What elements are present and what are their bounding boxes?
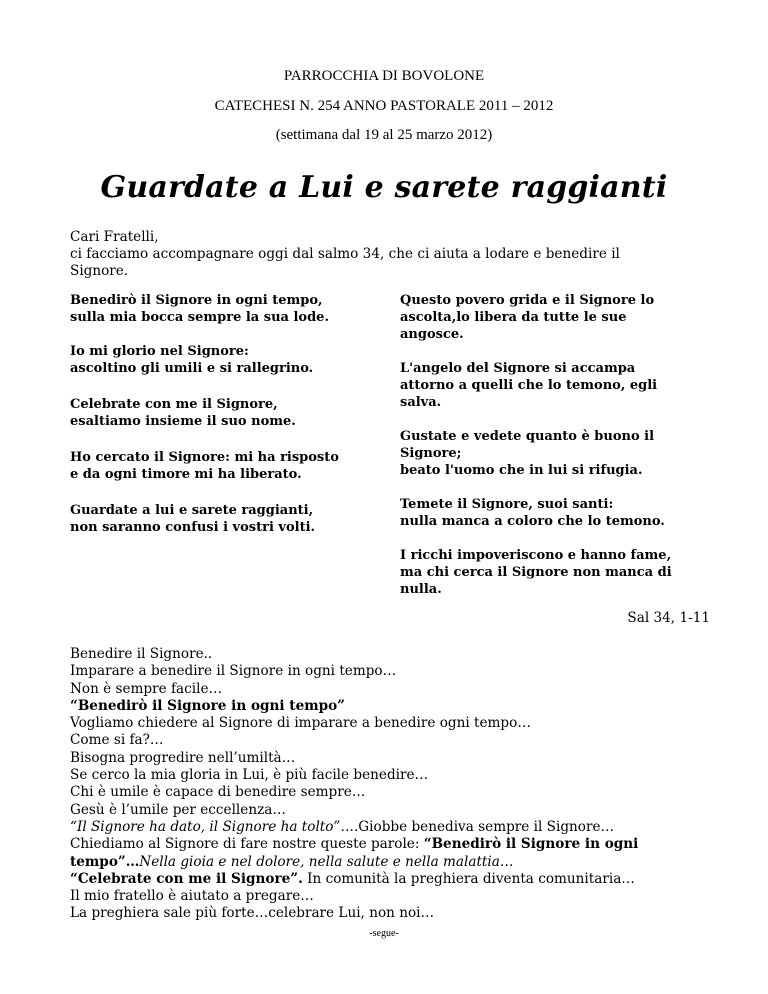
page-title: Guardate a Lui e sarete raggianti: [100, 170, 668, 205]
meditation-text: [70, 646, 720, 923]
quote-bold: “Benedirò il Signore in ogni: [423, 836, 639, 853]
psalm-line: I ricchi impoveriscono e hanno fame,: [400, 548, 672, 563]
psalm-line: Guardate a lui e sarete raggianti,: [70, 503, 314, 518]
psalm-stanza: [400, 547, 710, 598]
psalm-stanza: [70, 343, 370, 377]
text-line: Non è sempre facile…: [70, 680, 223, 697]
psalm-stanza: [70, 292, 370, 326]
psalm-line: ascoltino gli umili e si rallegrino.: [70, 361, 314, 376]
psalm-line: sulla mia bocca sempre la sua lode.: [70, 310, 329, 325]
psalm-line: Celebrate con me il Signore,: [70, 397, 278, 412]
text-italic: Nella gioia e nel dolore, nella salute e nella malattia…: [139, 853, 514, 870]
psalm-line: non saranno confusi i vostri volti.: [70, 520, 316, 535]
psalm-line: Gustate e vedete quanto è buono il: [400, 429, 655, 444]
psalm-line: L'angelo del Signore si accampa: [400, 361, 636, 376]
text-line: Come si fa?…: [70, 732, 164, 749]
psalm-line: Signore;: [400, 446, 462, 461]
psalm-stanza: [400, 496, 710, 530]
psalm-stanza: [400, 428, 710, 479]
intro-line: Signore.: [70, 263, 129, 279]
parish-header: PARROCCHIA DI BOVOLONE: [283, 68, 485, 84]
psalm-line: nulla.: [400, 582, 442, 597]
psalm-line: salva.: [400, 395, 442, 410]
psalm-line: ma chi cerca il Signore non manca di: [400, 565, 672, 580]
text-line: Benedire il Signore..: [70, 646, 213, 662]
psalm-stanza: [70, 502, 370, 536]
catechesi-header: CATECHESI N. 254 ANNO PASTORALE 2011 – 2012: [214, 98, 554, 114]
text-span: In comunità la preghiera diventa comunitaria…: [302, 870, 635, 887]
psalm-line: Temete il Signore, suoi santi:: [400, 497, 614, 512]
intro-paragraph: [70, 229, 710, 280]
psalm-line: angosce.: [400, 327, 464, 342]
text-line: Vogliamo chiedere al Signore di imparare a benedire ogni tempo…: [70, 715, 531, 732]
psalm-stanza: [400, 360, 710, 411]
intro-line: ci facciamo accompagnare oggi dal salmo 34, che ci aiuta a lodare e benedire il: [70, 246, 620, 262]
text-line: Il mio fratello è aiutato a pregare…: [70, 888, 314, 905]
psalm-left-column: [70, 292, 370, 553]
week-header: (settimana dal 19 al 25 marzo 2012): [275, 127, 493, 143]
psalm-right-column: [400, 292, 710, 615]
page-footer: -segue-: [369, 928, 399, 939]
quote-bold: tempo”…: [70, 853, 140, 870]
text-line: Bisogna progredire nell’umiltà…: [70, 749, 296, 766]
psalm-line: e da ogni timore mi ha liberato.: [70, 467, 302, 482]
intro-line: Cari Fratelli,: [70, 229, 159, 245]
psalm-line: Ho cercato il Signore: mi ha risposto: [70, 450, 339, 465]
quote-job: “Il Signore ha dato, il Signore ha tolto”: [70, 818, 341, 835]
text-line: “Benedirò il Signore in ogni tempo”: [70, 697, 345, 714]
quote-bold: “Celebrate con me il Signore”.: [70, 870, 303, 887]
psalm-line: beato l'uomo che in lui si rifugia.: [400, 463, 643, 478]
psalm-line: attorno a quelli che lo temono, egli: [400, 378, 658, 393]
text-span: Chiediamo al Signore di fare nostre queste parole:: [70, 836, 424, 853]
psalm-stanza: [400, 292, 710, 343]
psalm-line: Benedirò il Signore in ogni tempo,: [70, 293, 323, 308]
psalm-stanza: [70, 449, 370, 483]
text-line: Chi è umile è capace di benedire sempre…: [70, 784, 366, 801]
psalm-line: Questo povero grida e il Signore lo: [400, 293, 655, 308]
text-line: Se cerco la mia gloria in Lui, è più facile benedire…: [70, 767, 429, 784]
psalm-line: nulla manca a coloro che lo temono.: [400, 514, 665, 529]
psalm-line: Io mi glorio nel Signore:: [70, 344, 249, 359]
text-line: [70, 854, 720, 871]
text-line: La preghiera sale più forte…celebrare Lui, non noi…: [70, 905, 435, 922]
text-line: Gesù è l’umile per eccellenza…: [70, 801, 286, 818]
psalm-citation: Sal 34, 1-11: [627, 610, 710, 626]
psalm-stanza: [70, 396, 370, 430]
psalm-line: esaltiamo insieme il suo nome.: [70, 414, 296, 429]
text-line: [70, 871, 720, 888]
text-line: [70, 836, 720, 853]
text-line: Imparare a benedire il Signore in ogni tempo…: [70, 663, 397, 680]
psalm-line: ascolta,lo libera da tutte le sue: [400, 310, 627, 325]
text-line: [70, 819, 720, 836]
text-span: ….Giobbe benediva sempre il Signore…: [340, 818, 615, 835]
